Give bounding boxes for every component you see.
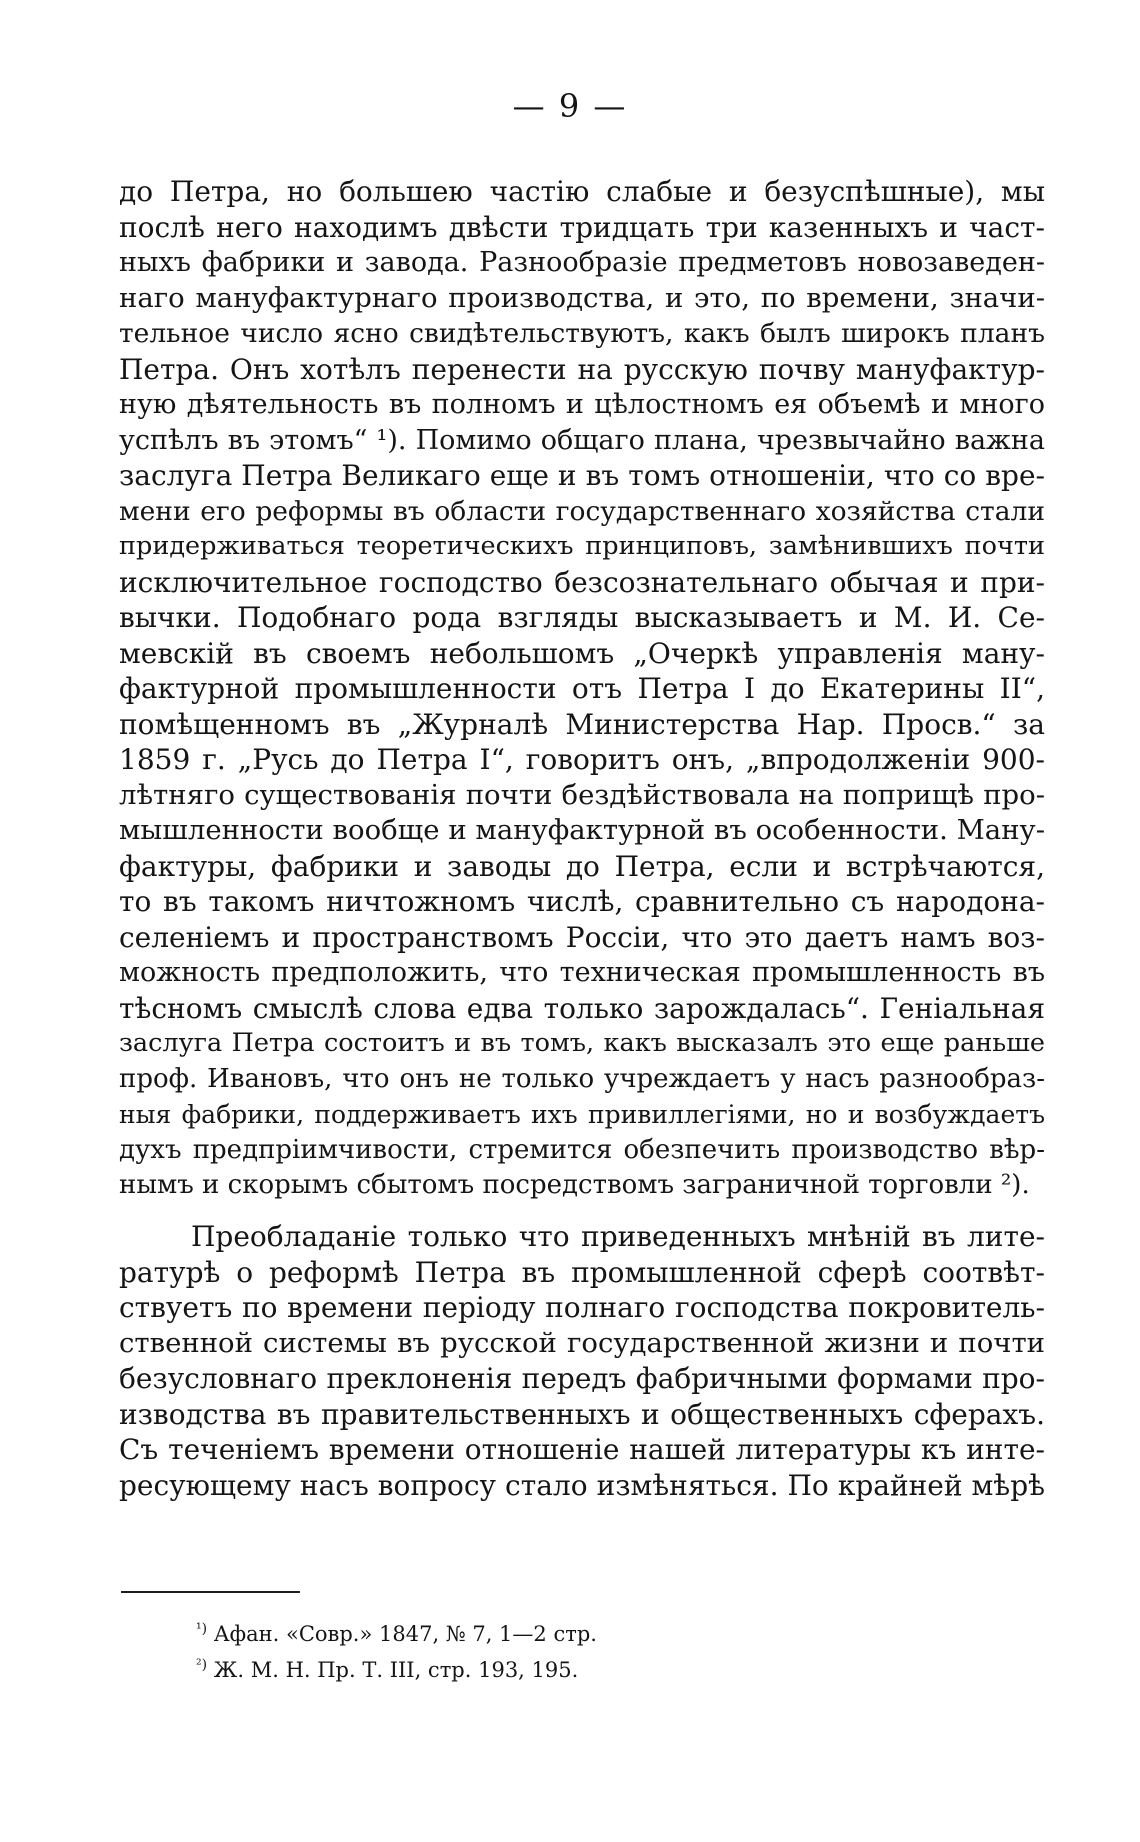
footnote-text: Ж. М. Н. Пр. Т. III, стр. 193, 195.	[213, 1658, 579, 1682]
text-line: можность предположить, что техническая промышленность въ	[119, 957, 1045, 988]
page-number: — 9 —	[512, 87, 628, 125]
footnote-marker: ²)	[196, 1657, 208, 1673]
text-line: ныя фабрики, поддерживаетъ ихъ привиллегіями, но и возбуждаетъ	[119, 1100, 1045, 1129]
text-line: Преобладаніе только что приведенныхъ мнѣній въ лите-	[191, 1220, 1045, 1253]
text-line: мышленности вообще и мануфактурной въ особенности. Ману-	[119, 814, 1045, 846]
footnotes	[196, 1616, 896, 1688]
text-line: проф. Ивановъ, что онъ не только учреждаетъ у насъ разнообраз-	[119, 1063, 1045, 1094]
text-line: ствуетъ по времени періоду полнаго господства покровитель-	[119, 1291, 1045, 1324]
text-line: мевскій въ своемъ небольшомъ „Очеркѣ управленія ману-	[119, 636, 1045, 670]
text-line: послѣ него находимъ двѣсти тридцать три казенныхъ и част-	[119, 210, 1045, 244]
footnote-1	[196, 1616, 896, 1652]
text-line: Петра. Онъ хотѣлъ перенести на русскую почву мануфактур-	[119, 352, 1045, 386]
text-line: до Петра, но большею частію слабые и безуспѣшные), мы	[119, 175, 1045, 208]
text-line: то въ такомъ ничтожномъ числѣ, сравнительно съ народона-	[119, 885, 1045, 918]
text-line: ратурѣ о реформѣ Петра въ промышленной сферѣ соотвѣт-	[119, 1255, 1045, 1289]
text-line: придерживаться теоретическихъ принциповъ, замѣнившихъ почти	[119, 531, 1045, 561]
text-line: ную дѣятельность въ полномъ и цѣлостномъ ея объемѣ и много	[119, 389, 1045, 420]
text-line: фактуры, фабрики и заводы до Петра, если и встрѣчаются,	[119, 849, 1045, 883]
text-line: вычки. Подобнаго рода взгляды высказываетъ и М. И. Се-	[119, 601, 1045, 634]
text-line: селеніемъ и пространствомъ Россіи, что это даетъ намъ воз-	[119, 920, 1045, 954]
paragraph-2	[119, 1219, 1045, 1503]
text-line: тельное число ясно свидѣтельствуютъ, какъ былъ широкъ планъ	[119, 318, 1045, 349]
text-line: Съ теченіемъ времени отношеніе нашей литературы къ инте-	[119, 1433, 1045, 1466]
footnote-divider	[121, 1591, 300, 1593]
text-line: нымъ и скорымъ сбытомъ посредствомъ заграничной торговли ²).	[119, 1170, 1030, 1200]
text-line: изводства въ правительственныхъ и общественныхъ сферахъ.	[119, 1397, 1045, 1431]
text-line: заслуга Петра Великаго еще и въ томъ отношеніи, что со вре-	[119, 459, 1045, 492]
text-line: лѣтняго существованія почти бездѣйствовала на поприщѣ про-	[119, 778, 1045, 811]
text-line: 1859 г. „Русь до Петра I“, говоритъ онъ, „впродолженіи 900-	[119, 743, 1045, 776]
text-line: помѣщенномъ въ „Журналѣ Министерства Нар. Просв.“ за	[119, 707, 1045, 741]
text-line: ныхъ фабрики и завода. Разнообразіе предметовъ новозаведен-	[119, 247, 1045, 278]
text-line: духъ предпріимчивости, стремится обезпечить производство вѣр-	[119, 1134, 1045, 1165]
text-line: исключительное господство безсознательнаго обычая и при-	[119, 565, 1045, 599]
text-line: успѣлъ въ этомъ“ ¹). Помимо общаго плана, чрезвычайно важна	[119, 424, 1045, 456]
text-line: наго мануфактурнаго производства, и это, по времени, значи-	[119, 281, 1045, 314]
footnote-marker: ¹)	[196, 1621, 208, 1637]
text-line: фактурной промышленности отъ Петра I до Екатерины II“,	[119, 672, 1045, 705]
footnote-text: Афан. «Совр.» 1847, № 7, 1—2 стр.	[213, 1622, 597, 1646]
text-line: ресующему насъ вопросу стало измѣняться. По крайней мѣрѣ	[119, 1468, 1045, 1502]
text-line: тѣсномъ смыслѣ слова едва только зарождалась“. Геніальная	[119, 991, 1045, 1025]
text-line: ственной системы въ русской государственной жизни и почти	[119, 1326, 1045, 1359]
text-line: безусловнаго преклоненія передъ фабричными формами про-	[119, 1362, 1045, 1395]
footnote-2	[196, 1652, 896, 1688]
text-line: заслуга Петра состоитъ и въ томъ, какъ высказалъ это еще раньше	[119, 1028, 1045, 1058]
paragraph-1	[119, 174, 1045, 1204]
text-line: мени его реформы въ области государственнаго хозяйства стали	[119, 495, 1045, 527]
